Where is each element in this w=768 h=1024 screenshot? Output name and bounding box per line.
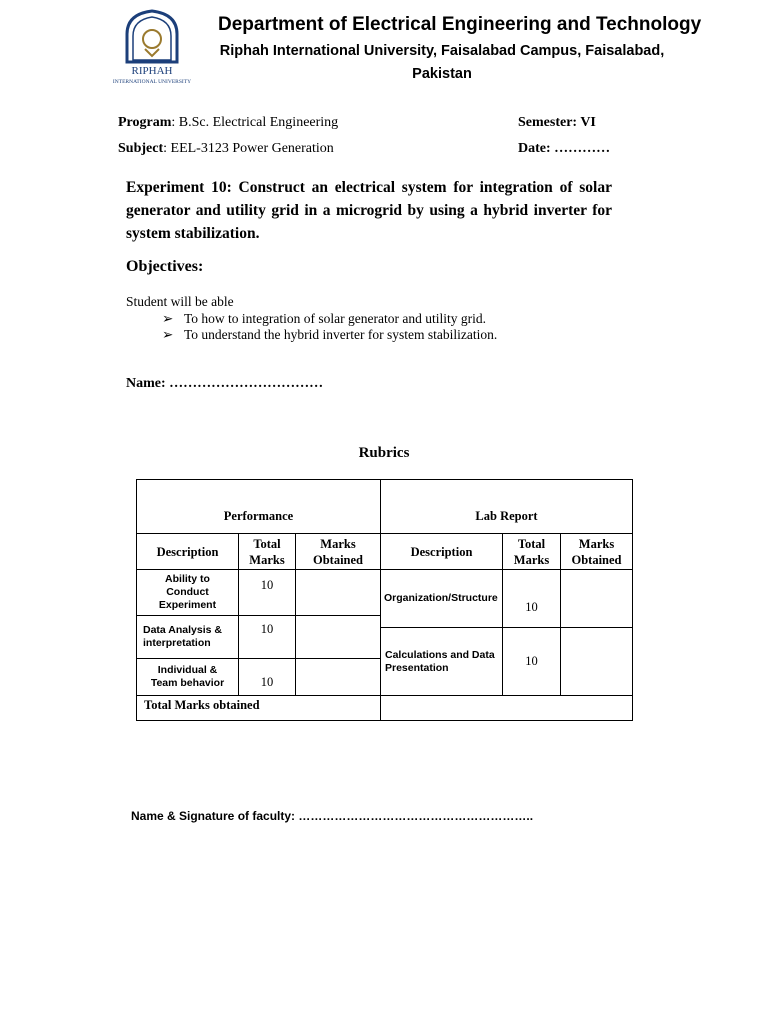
objectives-intro: Student will be able	[126, 294, 234, 309]
lab-total-header: Total Marks	[513, 536, 550, 567]
performance-marks-obtained-cell[interactable]	[296, 570, 380, 615]
date-field: Date: …………	[518, 141, 611, 156]
performance-total-mark: 10	[260, 621, 274, 636]
rubrics-table	[136, 479, 633, 721]
objective-item	[162, 311, 486, 327]
rubrics-title: Rubrics	[358, 445, 410, 461]
performance-marks-obtained-cell[interactable]	[296, 659, 380, 695]
svg-text:INTERNATIONAL UNIVERSITY: INTERNATIONAL UNIVERSITY	[112, 79, 192, 85]
objective-text: To understand the hybrid inverter for system stabilization.	[184, 327, 498, 342]
faculty-signature-field: Name & Signature of faculty: …………………………………………………..	[131, 809, 534, 823]
performance-header: Performance	[223, 508, 294, 523]
performance-total-mark: 10	[260, 577, 274, 592]
university-logo	[112, 8, 192, 92]
subject-value: : EEL-3123 Power Generation	[163, 141, 334, 156]
lab-report-header: Lab Report	[475, 508, 538, 523]
lab-marks-obtained-cell[interactable]	[561, 628, 632, 695]
student-name-field: Name: ……………………………	[126, 376, 324, 391]
lab-total-mark: 10	[525, 599, 538, 614]
lab-obtained-header: Marks Obtained	[571, 536, 622, 567]
university-address: Riphah International University, Faisalabad Campus, Faisalabad, Pakistan	[219, 43, 665, 82]
total-marks-label: Total Marks obtained	[144, 698, 260, 712]
performance-total-mark: 10	[260, 674, 274, 689]
arrow-bullet-icon: ➢	[162, 327, 174, 342]
performance-description-header: Description	[156, 544, 219, 559]
performance-criterion: Individual & Team behavior	[150, 664, 225, 689]
svg-text:RIPHAH: RIPHAH	[131, 65, 173, 77]
performance-total-header: Total Marks	[249, 536, 285, 567]
subject-label: Subject	[118, 141, 164, 156]
experiment-title: Experiment 10: Construct an electrical system for integration of solar generator and utility grid in a microgrid by using a hybrid inverter for system stabilization.	[126, 179, 612, 242]
program-value: : B.Sc. Electrical Engineering	[171, 115, 339, 130]
arrow-bullet-icon: ➢	[162, 311, 174, 326]
lab-description-header: Description	[410, 544, 473, 559]
university-crest-logo	[112, 8, 192, 92]
subject-line	[118, 141, 334, 157]
total-marks-obtained-cell[interactable]	[381, 696, 632, 720]
lab-total-mark: 10	[525, 654, 538, 668]
performance-criterion: Ability to Conduct Experiment	[158, 573, 217, 611]
semester-field: Semester: VI	[518, 115, 596, 130]
program-label: Program	[118, 115, 172, 130]
objective-text: To how to integration of solar generator and utility grid.	[184, 311, 486, 326]
lab-criterion: Organization/Structure	[384, 592, 498, 604]
performance-obtained-header: Marks Obtained	[312, 536, 363, 567]
lab-marks-obtained-cell[interactable]	[561, 570, 632, 627]
objective-item	[162, 327, 497, 343]
program-line	[118, 115, 338, 131]
objectives-heading: Objectives:	[126, 258, 204, 275]
performance-criterion: Data Analysis & interpretation	[143, 624, 222, 649]
department-title: Department of Electrical Engineering and Technology	[218, 14, 702, 35]
lab-criterion: Calculations and Data Presentation	[385, 648, 495, 674]
performance-marks-obtained-cell[interactable]	[296, 616, 380, 658]
